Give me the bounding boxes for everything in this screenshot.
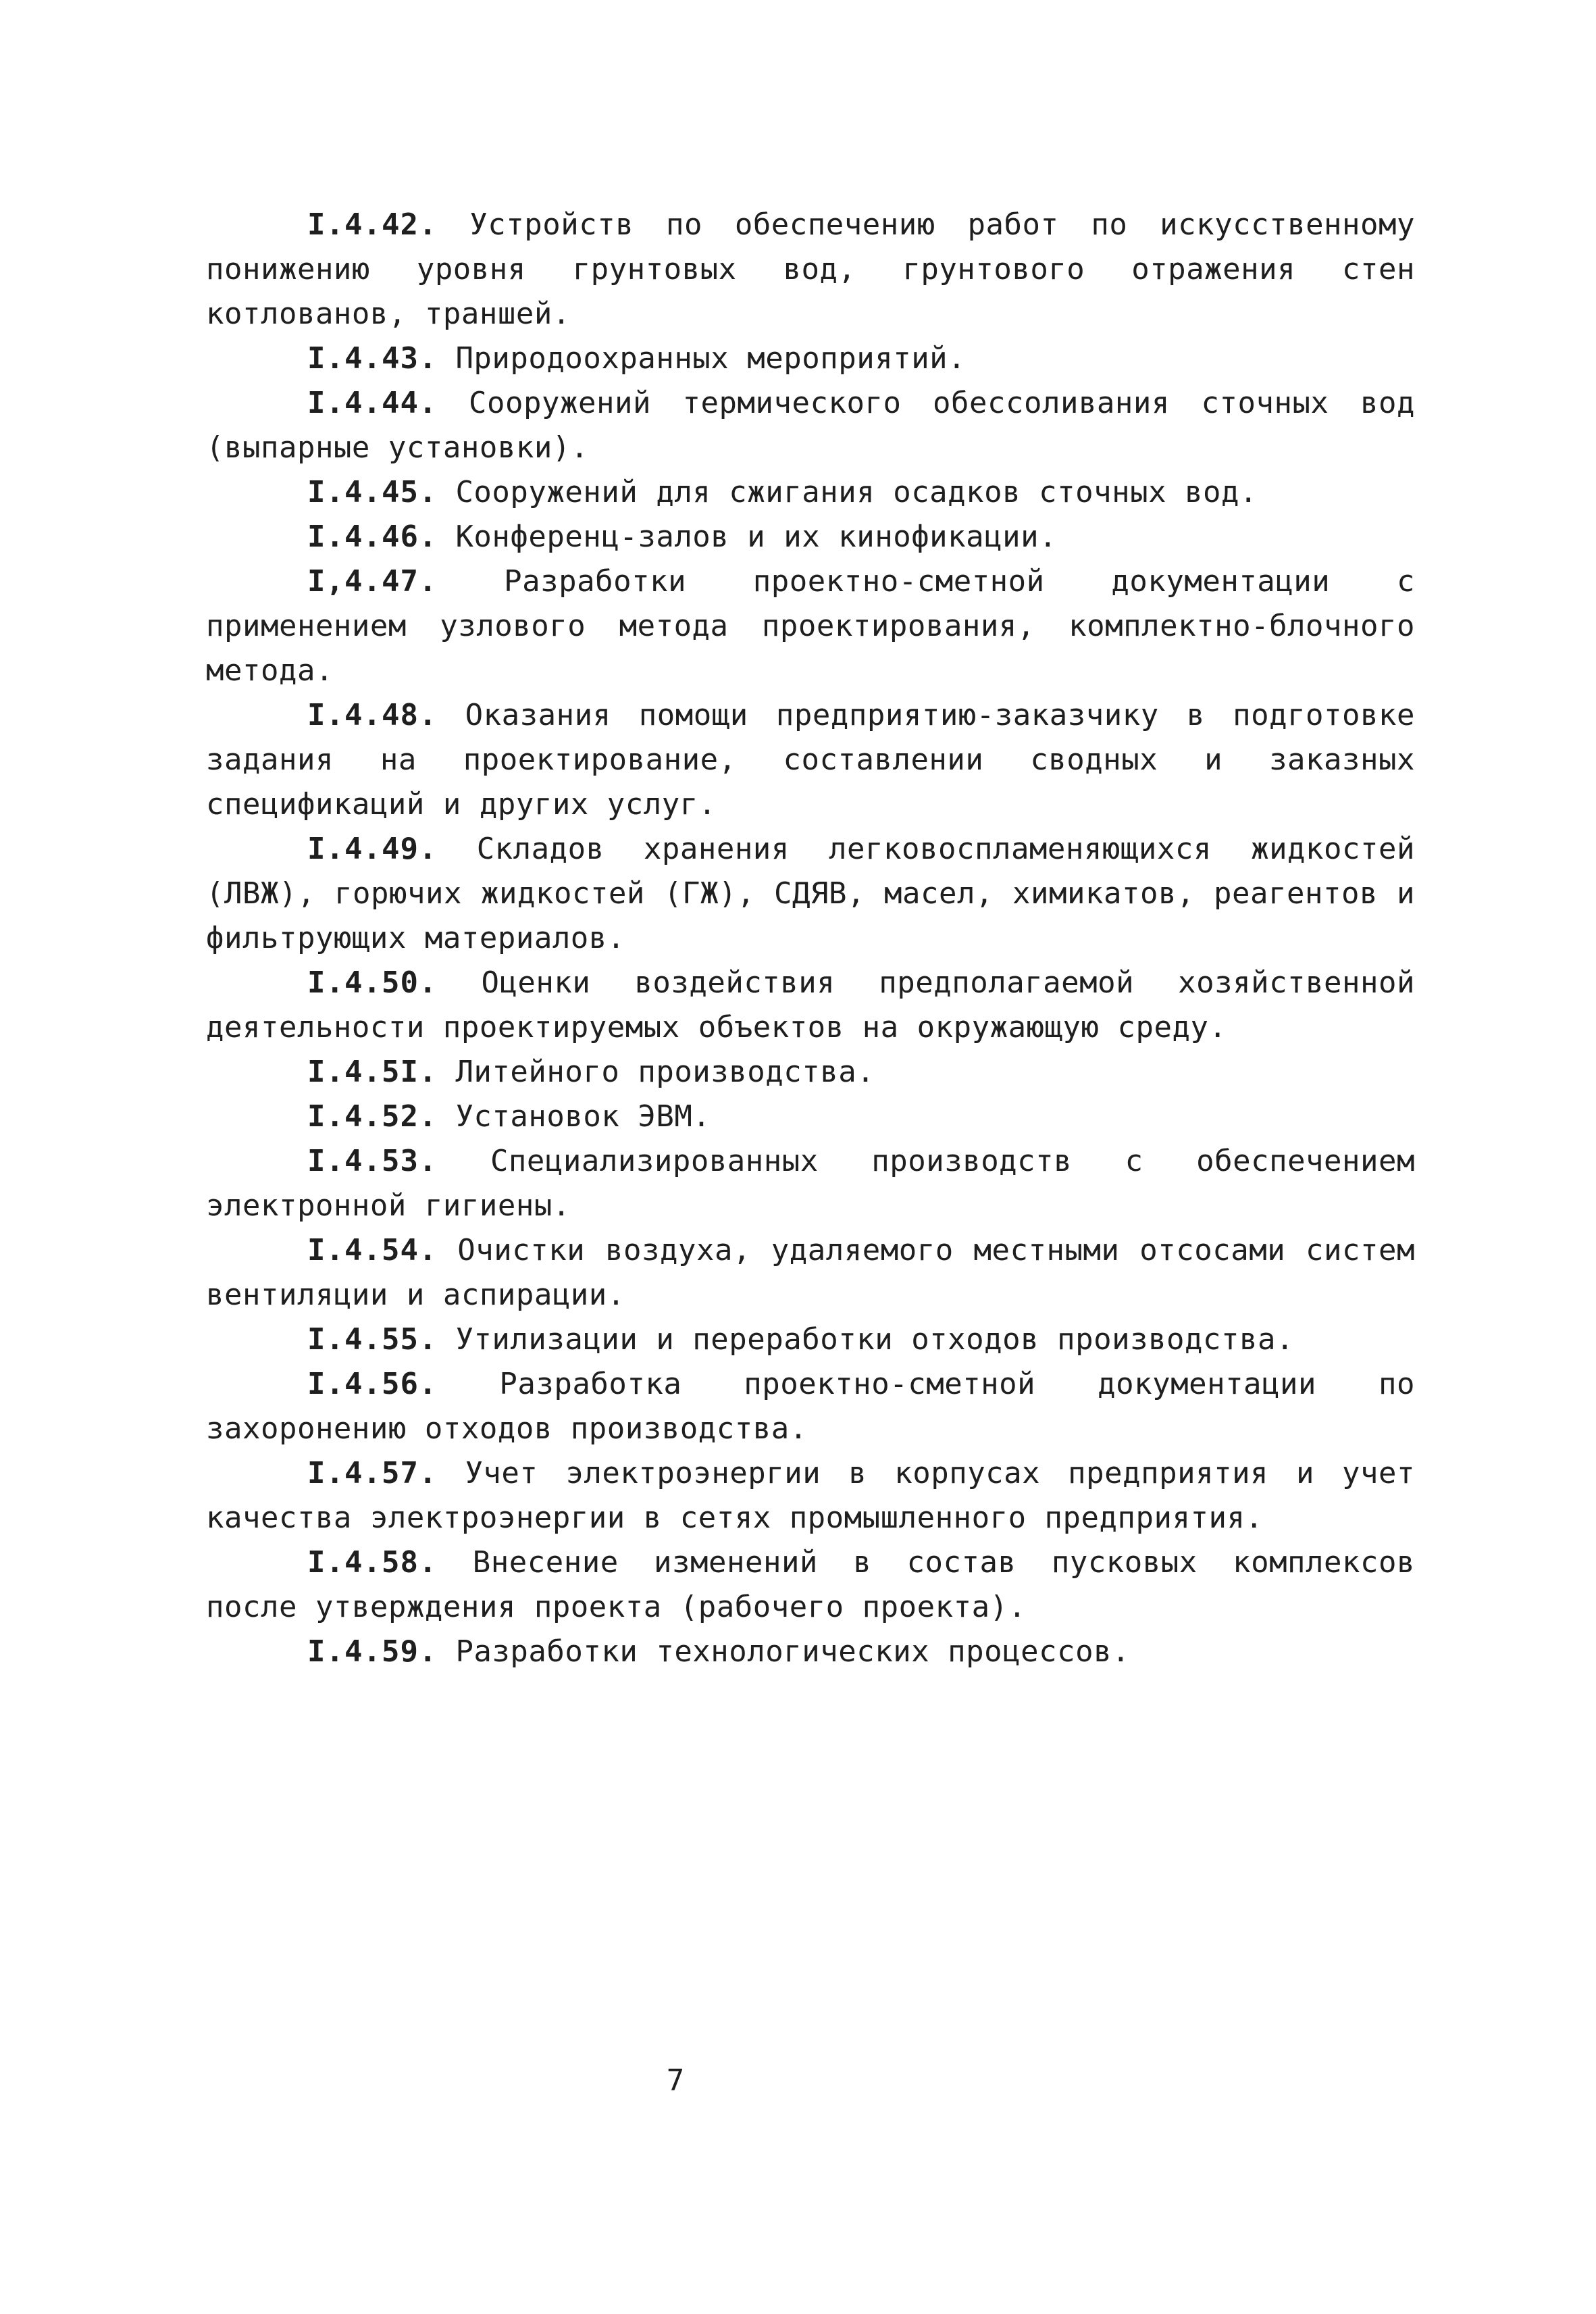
text-body [206, 203, 1415, 1674]
clause-number: I.4.48. [307, 698, 438, 732]
paragraph-1-4-51 [206, 1050, 1415, 1095]
clause-text: Разработки технологических процессов. [455, 1634, 1131, 1669]
clause-number: I.4.55. [307, 1322, 438, 1357]
paragraph-1-4-49 [206, 827, 1415, 961]
clause-text: Разработка проектно-сметной документации по захоронению отходов производства. [206, 1367, 1415, 1446]
clause-number: I.4.50. [307, 965, 438, 1000]
paragraph-1-4-44 [206, 381, 1415, 470]
clause-number: I.4.49. [307, 832, 438, 866]
clause-number: I.4.42. [307, 207, 438, 242]
clause-number: I.4.56. [307, 1367, 438, 1401]
paragraph-1-4-53 [206, 1139, 1415, 1228]
paragraph-1-4-55 [206, 1317, 1415, 1362]
clause-number: I.4.46. [307, 520, 438, 554]
clause-text: Конференц-залов и их кинофикации. [455, 520, 1058, 554]
clause-text: Сооружений для сжигания осадков сточных вод. [455, 475, 1258, 509]
clause-text: Разработки проектно-сметной документации с применением узлового метода проектирования, комплектно-блочного метода. [206, 564, 1415, 688]
clause-text: Устройств по обеспечению работ по искусственному понижению уровня грунтовых вод, грунтового отражения стен котлованов, траншей. [206, 207, 1416, 331]
clause-text: Литейного производства. [455, 1055, 875, 1089]
clause-text: Природоохранных мероприятий. [455, 341, 967, 376]
clause-text: Очистки воздуха, удаляемого местными отсосами систем вентиляции и аспирации. [206, 1233, 1415, 1312]
clause-number: I,4.47. [307, 564, 438, 599]
paragraph-1-4-50 [206, 961, 1415, 1050]
paragraph-1-4-56 [206, 1362, 1415, 1451]
clause-number: I.4.52. [307, 1099, 438, 1134]
clause-text: Складов хранения легковоспламеняющихся жидкостей (ЛВЖ), горючих жидкостей (ГЖ), СДЯВ, масел, химикатов, реагентов и фильтрующих материалов. [206, 832, 1415, 955]
paragraph-1-4-52 [206, 1095, 1415, 1139]
clause-number: I.4.5I. [307, 1055, 438, 1089]
clause-text: Утилизации и переработки отходов производства. [455, 1322, 1294, 1357]
clause-number: I.4.54. [307, 1233, 438, 1267]
paragraph-1-4-42 [206, 203, 1415, 336]
clause-text: Оценки воздействия предполагаемой хозяйственной деятельности проектируемых объектов на окружающую среду. [206, 965, 1415, 1045]
clause-text: Специализированных производств с обеспечением электронной гигиены. [206, 1144, 1415, 1223]
clause-text: Внесение изменений в состав пусковых комплексов после утверждения проекта (рабочего проекта). [206, 1545, 1415, 1624]
clause-text: Установок ЭВМ. [455, 1099, 711, 1134]
paragraph-1-4-48 [206, 693, 1415, 827]
clause-text: Сооружений термического обессоливания сточных вод (выпарные установки). [206, 386, 1415, 465]
paragraph-1-4-43 [206, 336, 1415, 381]
paragraph-1-4-59 [206, 1630, 1415, 1674]
page-number: 7 [666, 2063, 685, 2098]
clause-number: I.4.58. [307, 1545, 438, 1580]
paragraph-1-4-57 [206, 1451, 1415, 1540]
paragraph-1-4-46 [206, 515, 1415, 559]
clause-number: I.4.45. [307, 475, 438, 509]
clause-text: Оказания помощи предприятию-заказчику в подготовке задания на проектирование, составлении сводных и заказных спецификаций и других услуг. [206, 698, 1415, 822]
clause-number: I.4.43. [307, 341, 438, 376]
paragraph-1-4-54 [206, 1228, 1415, 1317]
clause-number: I.4.57. [307, 1456, 438, 1490]
clause-number: I.4.53. [307, 1144, 438, 1178]
clause-text: Учет электроэнергии в корпусах предприятия и учет качества электроэнергии в сетях промышленного предприятия. [206, 1456, 1415, 1535]
clause-number: I.4.44. [307, 386, 438, 420]
clause-number: I.4.59. [307, 1634, 438, 1669]
paragraph-1-4-45 [206, 470, 1415, 515]
paragraph-1-4-47 [206, 559, 1415, 693]
paragraph-1-4-58 [206, 1540, 1415, 1630]
